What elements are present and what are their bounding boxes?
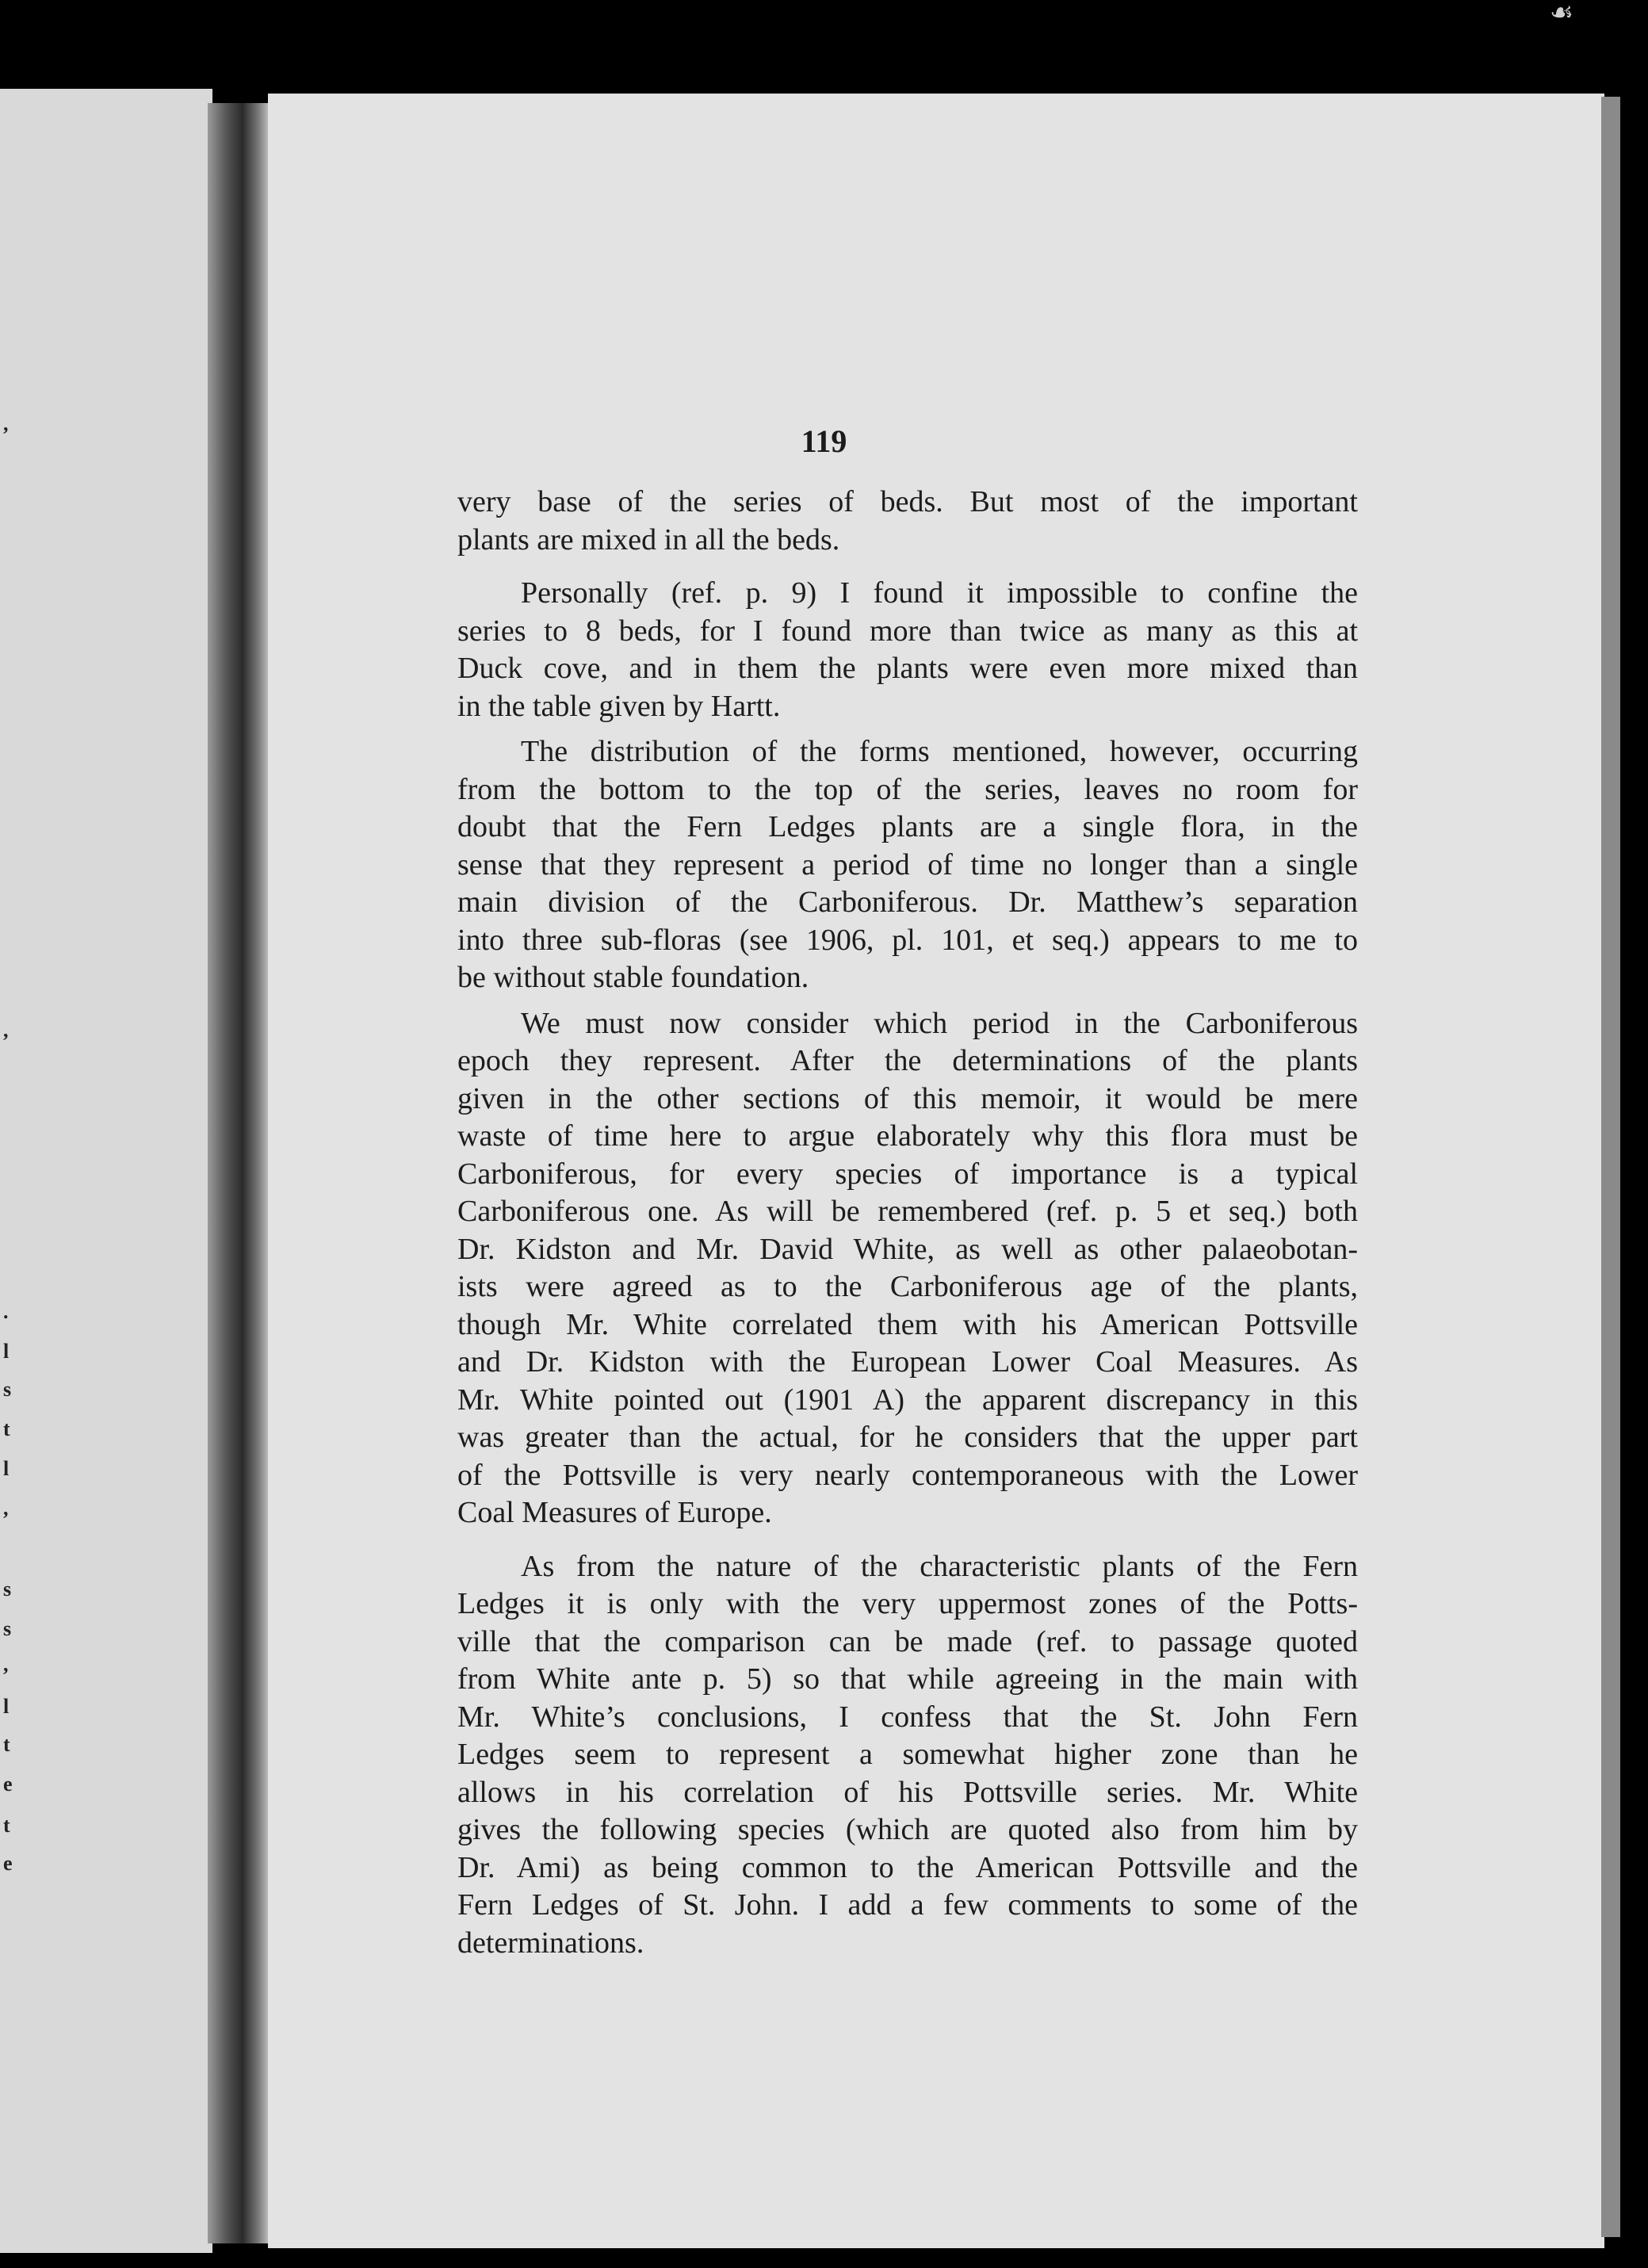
margin-mark: , bbox=[3, 412, 9, 435]
text-line: Fern Ledges of St. John. I add a few comments to some of the bbox=[457, 1888, 1358, 1922]
margin-mark: s bbox=[3, 1378, 12, 1401]
paragraph bbox=[457, 575, 1358, 725]
text-line: Dr. Kidston and Mr. David White, as well as other palaeobotan- bbox=[457, 1232, 1358, 1266]
text-line: in the table given by Hartt. bbox=[457, 689, 781, 723]
text-line: Carboniferous, for every species of importance is a typical bbox=[457, 1157, 1358, 1191]
text-line: Dr. Ami) as being common to the American Pottsville and the bbox=[457, 1850, 1358, 1884]
margin-mark: e bbox=[3, 1852, 13, 1875]
text-line: series to 8 beds, for I found more than twice as many as this at bbox=[457, 614, 1358, 648]
text-line: very base of the series of beds. But most of the important bbox=[457, 485, 1358, 518]
text-line: and Dr. Kidston with the European Lower Coal Measures. As bbox=[457, 1345, 1358, 1379]
margin-mark: l bbox=[3, 1457, 10, 1480]
text-line: given in the other sections of this memoir, it would be mere bbox=[457, 1081, 1358, 1115]
text-line: of the Pottsville is very nearly contemporaneous with the Lower bbox=[457, 1458, 1358, 1492]
text-line: epoch they represent. After the determinations of the plants bbox=[457, 1044, 1358, 1077]
text-line: Ledges seem to represent a somewhat higher zone than he bbox=[457, 1738, 1358, 1771]
margin-mark: . bbox=[3, 1300, 9, 1323]
page-edge bbox=[1601, 97, 1620, 2237]
text-line: Mr. White pointed out (1901 A) the apparent discrepancy in this bbox=[457, 1383, 1358, 1417]
margin-mark: , bbox=[3, 1653, 9, 1676]
margin-mark: , bbox=[3, 1019, 9, 1042]
text-line: was greater than the actual, for he considers that the upper part bbox=[457, 1421, 1358, 1454]
text-line: from White ante p. 5) so that while agreeing in the main with bbox=[457, 1662, 1358, 1696]
text-line: sense that they represent a period of time no longer than a single bbox=[457, 847, 1358, 882]
text-line: The distribution of the forms mentioned, however, occurring bbox=[521, 735, 1358, 768]
text-line: We must now consider which period in the Carboniferous bbox=[521, 1006, 1358, 1040]
text-line: from the bottom to the top of the series, leaves no room for bbox=[457, 772, 1358, 806]
margin-mark: s bbox=[3, 1578, 12, 1601]
paragraph bbox=[457, 1005, 1358, 1532]
text-line: into three sub-floras (see 1906, pl. 101, et seq.) appears to me to bbox=[457, 923, 1358, 957]
margin-mark: t bbox=[3, 1417, 10, 1440]
margin-mark: t bbox=[3, 1814, 10, 1837]
text-line: determinations. bbox=[457, 1926, 644, 1960]
margin-mark: t bbox=[3, 1733, 10, 1756]
margin-mark: l bbox=[3, 1340, 10, 1363]
text-line: Duck cove, and in them the plants were even more mixed than bbox=[457, 652, 1358, 685]
text-line: gives the following species (which are quoted also from him by bbox=[457, 1813, 1358, 1846]
margin-mark: , bbox=[3, 1497, 9, 1520]
paragraph bbox=[457, 1548, 1358, 1963]
text-line: Carboniferous one. As will be remembered (ref. p. 5 et seq.) both bbox=[457, 1195, 1358, 1228]
text-line: allows in his correlation of his Pottsville series. Mr. White bbox=[457, 1775, 1358, 1809]
text-line: Mr. White’s conclusions, I confess that the St. John Fern bbox=[457, 1700, 1358, 1734]
page-number: 119 bbox=[801, 423, 847, 459]
text-line: Ledges it is only with the very uppermost zones of the Potts- bbox=[457, 1587, 1358, 1620]
paragraph bbox=[457, 484, 1358, 559]
text-line: Personally (ref. p. 9) I found it impossible to confine the bbox=[521, 576, 1358, 610]
text-line: be without stable foundation. bbox=[457, 961, 809, 994]
corner-mark: ☙ bbox=[1549, 0, 1574, 28]
margin-mark: e bbox=[3, 1773, 13, 1796]
text-line: main division of the Carboniferous. Dr. Matthew’s separation bbox=[457, 885, 1358, 919]
left-page-remnant bbox=[0, 89, 212, 2253]
paragraph bbox=[457, 733, 1358, 997]
text-line: Coal Measures of Europe. bbox=[457, 1496, 772, 1529]
body-text bbox=[457, 484, 1358, 1962]
text-line: plants are mixed in all the beds. bbox=[457, 522, 840, 556]
text-line: doubt that the Fern Ledges plants are a single flora, in the bbox=[457, 810, 1358, 843]
text-line: As from the nature of the characteristic plants of the Fern bbox=[521, 1549, 1358, 1583]
text-line: though Mr. White correlated them with his American Pottsville bbox=[457, 1307, 1358, 1341]
margin-mark: s bbox=[3, 1617, 12, 1640]
text-line: ists were agreed as to the Carboniferous age of the plants, bbox=[457, 1270, 1358, 1303]
margin-mark: l bbox=[3, 1695, 10, 1718]
text-line: ville that the comparison can be made (ref. to passage quoted bbox=[457, 1624, 1358, 1658]
text-line: waste of time here to argue elaborately why this flora must be bbox=[457, 1119, 1358, 1153]
